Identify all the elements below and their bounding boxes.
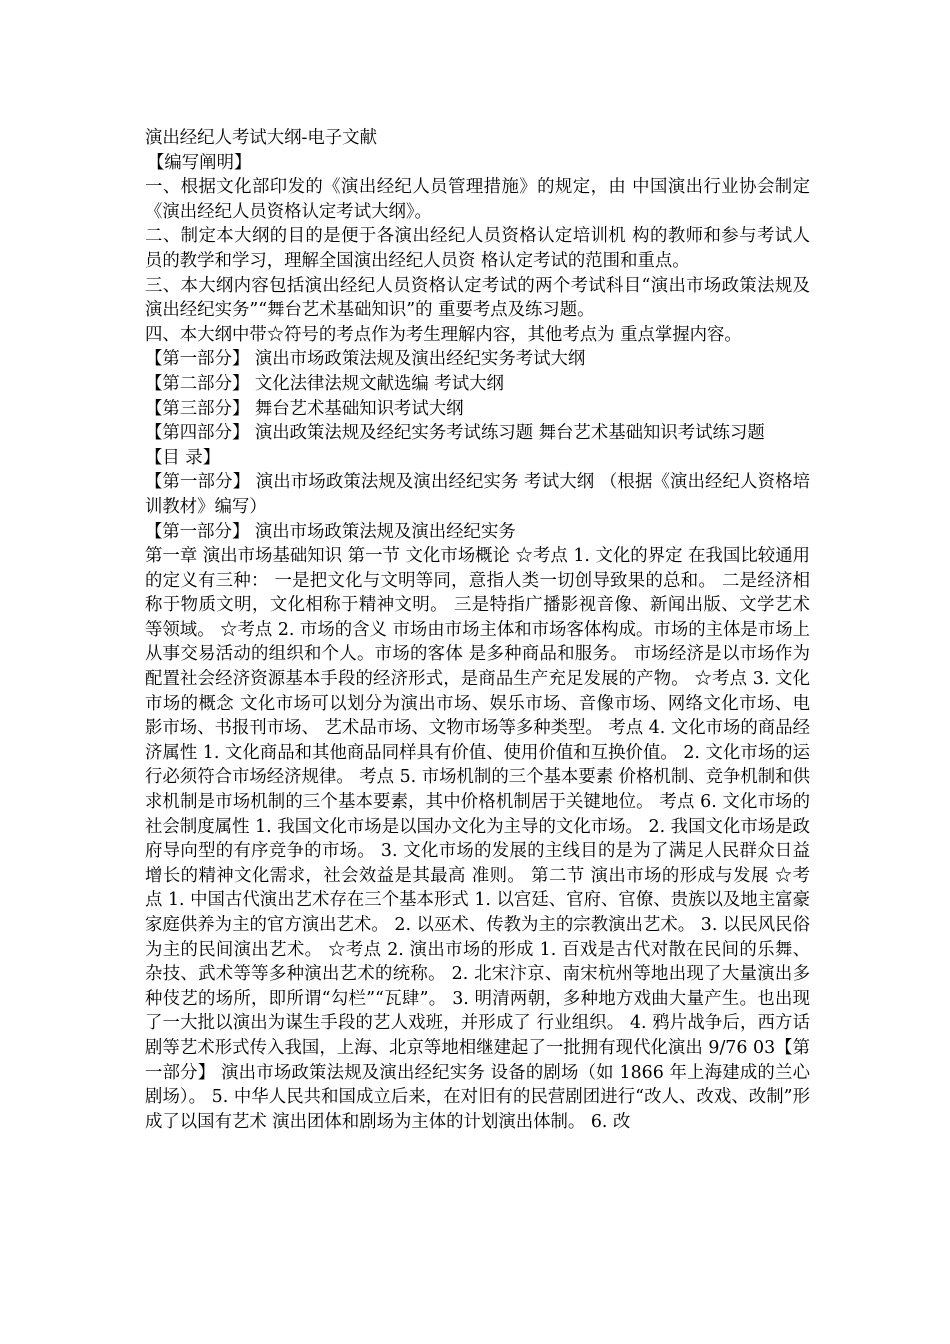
chapter-one-body: 第一章 演出市场基础知识 第一节 文化市场概论 ☆考点 1. 文化的界定 在我国比较通用的定义有三种： 一是把文化与文明等同，意指人类一切创导致果的总和。 二是经济相称于物质文明，文化相称于精神文明。 三是特指广播影视音像、新闻出版、文学艺术等领域。 ☆考点 2. 市场的含义 市场由市场主体和市场客体构成。市场的主体是市场上从事交易活动的组织和个人。市场的客体 是多种商品和服务。 市场经济是以市场作为配置社会经济资源基本手段的经济形式，是商品生产充足发展的产物。 ☆考点 3. 文化市场的概念 文化市场可以划分为演出市场、娱乐市场、音像市场、网络文化市场、电影市场、书报刊市场、 艺术品市场、文物市场等多种类型。 考点 4. 文化市场的商品经济属性 1. 文化商品和其他商品同样具有价值、使用价值和互换价值。 2. 文化市场的运行必须符合市场经济规律。 考点 5. 市场机制的三个基本要素 价格机制、竞争机制和供求机制是市场机制的三个基本要素，其中价格机制居于关键地位。 考点 6. 文化市场的社会制度属性 1. 我国文化市场是以国办文化为主导的文化市场。 2. 我国文化市场是政府导向型的有序竞争的市场。 3. 文化市场的发展的主线目的是为了满足人民群众日益增长的精神文化需求，社会效益是其最高 准则。 第二节 演出市场的形成与发展 ☆考点 1. 中国古代演出艺术存在三个基本形式 1. 以宫廷、官府、官僚、贵族以及地主富豪家庭供养为主的官方演出艺术。 2. 以巫术、传教为主的宗教演出艺术。 3. 以民风民俗为主的民间演出艺术。 ☆考点 2. 演出市场的形成 1. 百戏是古代对散在民间的乐舞、杂技、武术等等多种演出艺术的统称。 2. 北宋汴京、南宋杭州等地出现了大量演出多种伎艺的场所，即所谓“勾栏”“瓦肆”。 3. 明清两朝，多种地方戏曲大量产生。也出现了一大批以演出为谋生手段的艺人戏班，并形成了 行业组织。 4. 鸦片战争后，西方话剧等艺术形式传入我国，上海、北京等地相继建起了一批拥有现代化演出 9/76 03【第一部分】 演出市场政策法规及演出经纪实务 设备的剧场（如 1866 年上海建成的兰心剧场）。 5. 中华人民共和国成立后来，在对旧有的民营剧团进行“改人、改戏、改制”形成了以国有艺术 演出团体和剧场为主体的计划演出体制。 6. 改 — [145, 546, 810, 1132]
part-one-title: 【第一部分】 演出市场政策法规及演出经纪实务 — [145, 521, 516, 542]
paragraph-4: 四、本大纲中带☆符号的考点作为考生理解内容，其他考点为 重点掌握内容。 — [145, 324, 742, 345]
part-four-heading: 【第四部分】 演出政策法规及经纪实务考试练习题 舞台艺术基础知识考试练习题 — [145, 423, 765, 444]
document-body — [145, 126, 810, 1134]
paragraph-3: 三、本大纲内容包括演出经纪人员资格认定考试的两个考试科目“演出市场政策法规及演出经纪实务”“舞台艺术基础知识”的 重要考点及练习题。 — [145, 275, 810, 321]
part-three-heading: 【第三部分】 舞台艺术基础知识考试大纲 — [145, 398, 464, 419]
document-title: 演出经纪人考试大纲-电子文献 — [145, 128, 377, 148]
contents-part-one: 【第一部分】 演出市场政策法规及演出经纪实务 考试大纲 （根据《演出经纪人资格培训教材》编写） — [145, 472, 810, 517]
part-one-heading: 【第一部分】 演出市场政策法规及演出经纪实务考试大纲 — [145, 349, 586, 370]
section-heading-preface: 【编写阐明】 — [147, 152, 252, 173]
paragraph-2: 二、制定本大纲的目的是便于各演出经纪人员资格认定培训机 构的教师和参与考试人员的教学和学习，理解全国演出经纪人员资 格认定考试的范围和重点。 — [145, 226, 810, 271]
contents-heading: 【目 录】 — [145, 447, 221, 468]
part-two-heading: 【第二部分】 文化法律法规文献选编 考试大纲 — [145, 373, 504, 394]
paragraph-1: 一、根据文化部印发的《演出经纪人员管理措施》的规定，由 中国演出行业协会制定《演出经纪人员资格认定考试大纲》。 — [145, 177, 810, 222]
